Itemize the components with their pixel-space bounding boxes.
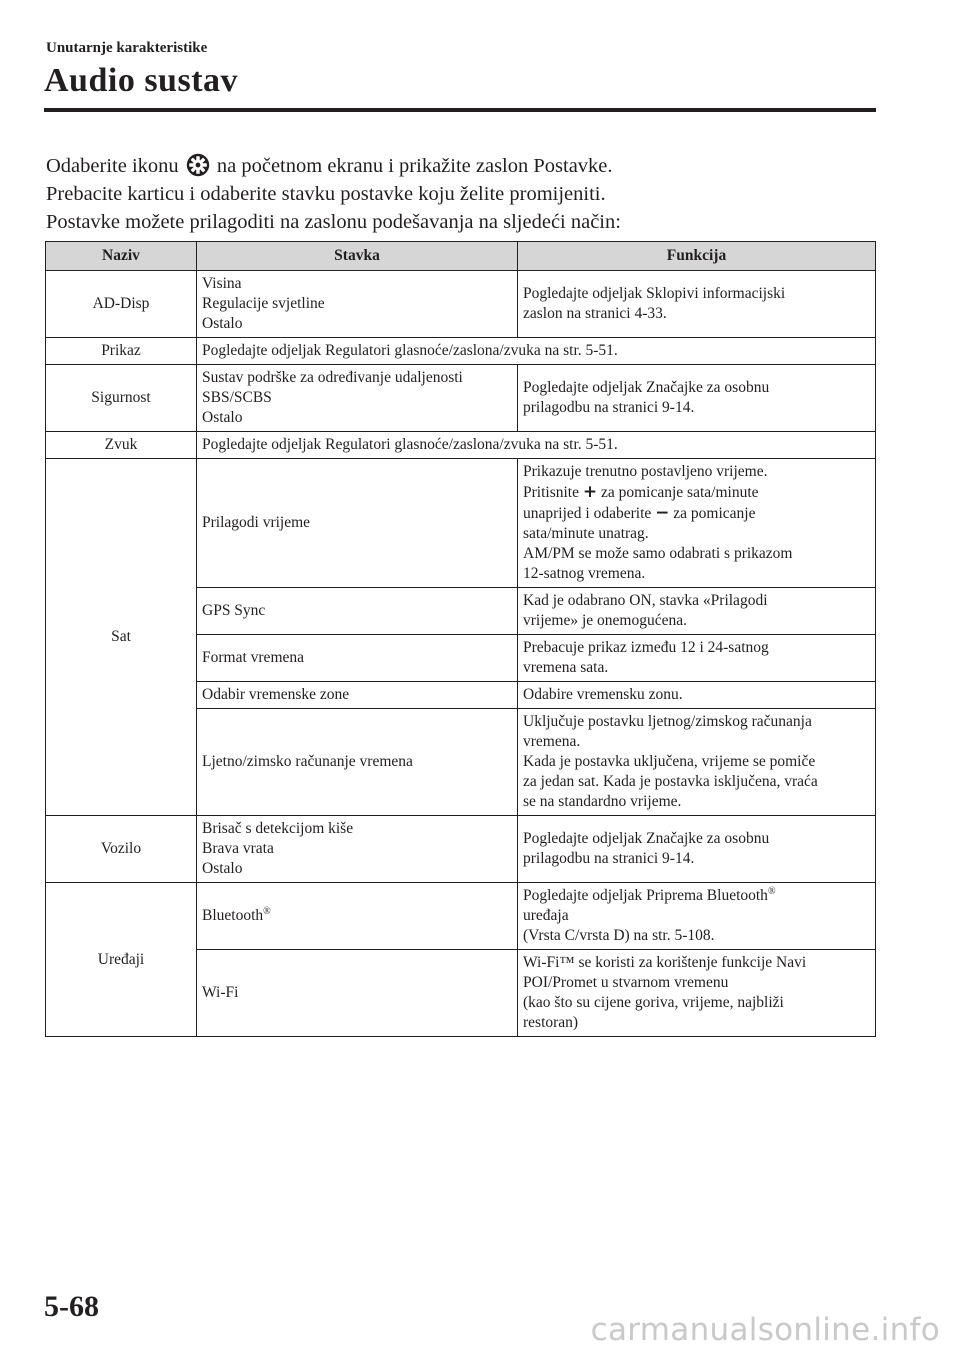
function-line: sata/minute unatrag. — [523, 525, 649, 542]
settings-table — [45, 241, 876, 1037]
row-item-wifi: Wi-Fi — [197, 950, 518, 1037]
row-function-vremenska-zona: Odabire vremensku zonu. — [518, 682, 876, 709]
function-line: Prikazuje trenutno postavljeno vrijeme. — [523, 463, 768, 480]
row-text-zvuk: Pogledajte odjeljak Regulatori glasnoće/zaslona/zvuka na str. 5-51. — [197, 432, 876, 459]
minus-icon: − — [655, 503, 670, 523]
function-line: uređaja (Vrsta C/vrsta D) na str. 5-108. — [523, 907, 715, 944]
bluetooth-label: Bluetooth — [202, 907, 264, 924]
plus-icon: + — [582, 482, 598, 502]
row-item-format-vremena: Format vremena — [197, 635, 518, 682]
function-line — [523, 482, 870, 503]
function-text: unaprijed i odaberite — [523, 505, 652, 522]
column-header-function: Funkcija — [518, 242, 876, 271]
row-name-sigurnost: Sigurnost — [46, 365, 197, 432]
row-function-wifi: Wi-Fi™ se koristi za korištenje funkcije Navi POI/Promet u stvarnom vremenu (kao što su cijene goriva, vrijeme, najbliži restoran) — [518, 950, 876, 1037]
row-name-ad-disp: AD-Disp — [46, 271, 197, 338]
row-function-vozilo: Pogledajte odjeljak Značajke za osobnu prilagodbu na stranici 9-14. — [518, 816, 876, 883]
function-line — [523, 503, 870, 524]
row-function-bluetooth — [518, 883, 876, 950]
registered-mark: ® — [263, 905, 271, 917]
function-line — [523, 886, 870, 906]
row-name-sat: Sat — [46, 459, 197, 816]
intro-line-1 — [46, 152, 876, 180]
row-item-gps-sync: GPS Sync — [197, 588, 518, 635]
row-item-bluetooth — [197, 883, 518, 950]
row-item-ljetno-zimsko: Ljetno/zimsko računanje vremena — [197, 709, 518, 816]
row-function-gps-sync: Kad je odabrano ON, stavka «Prilagodi vrijeme» je onemogućena. — [518, 588, 876, 635]
row-function-ljetno-zimsko: Uključuje postavku ljetnog/zimskog računanja vremena. Kada je postavka uključena, vrijeme se pomiče za jedan sat. Kada je postavka isključena, vraća se na standardno vrijeme. — [518, 709, 876, 816]
table-row — [46, 432, 876, 459]
row-name-vozilo: Vozilo — [46, 816, 197, 883]
row-name-prikaz: Prikaz — [46, 338, 197, 365]
row-function-prilagodi-vrijeme — [518, 459, 876, 588]
page-number: 5-68 — [44, 1290, 99, 1323]
table-row — [46, 816, 876, 883]
function-text: Pritisnite — [523, 484, 579, 501]
row-function-format-vremena: Prebacuje prikaz između 12 i 24-satnog vremena sata. — [518, 635, 876, 682]
page-title: Audio sustav — [44, 62, 239, 99]
row-item-vremenska-zona: Odabir vremenske zone — [197, 682, 518, 709]
section-label: Unutarnje karakteristike — [46, 40, 208, 56]
column-header-item: Stavka — [197, 242, 518, 271]
table-header-row — [46, 242, 876, 271]
watermark: carmanualsonline.info — [590, 1312, 940, 1348]
row-function-ad-disp: Pogledajte odjeljak Sklopivi informacijski zaslon na stranici 4-33. — [518, 271, 876, 338]
row-name-uredaji: Uređaji — [46, 883, 197, 1037]
settings-gear-icon — [186, 153, 210, 177]
column-header-name: Naziv — [46, 242, 197, 271]
row-item-vozilo: Brisač s detekcijom kiše Brava vrata Ostalo — [197, 816, 518, 883]
function-text: Pogledajte odjeljak Priprema Bluetooth — [523, 887, 768, 904]
function-line: AM/PM se može samo odabrati s prikazom — [523, 545, 793, 562]
row-function-sigurnost: Pogledajte odjeljak Značajke za osobnu prilagodbu na stranici 9-14. — [518, 365, 876, 432]
table-row — [46, 365, 876, 432]
table-row — [46, 459, 876, 588]
row-item-sigurnost: Sustav podrške za određivanje udaljenosti SBS/SCBS Ostalo — [197, 365, 518, 432]
row-item-ad-disp: Visina Regulacije svjetline Ostalo — [197, 271, 518, 338]
title-divider — [44, 108, 876, 112]
intro-text — [46, 152, 876, 236]
table-row — [46, 271, 876, 338]
function-line: 12-satnog vremena. — [523, 565, 646, 582]
function-text: za pomicanje sata/minute — [600, 484, 759, 501]
intro-line-1-end: na početnom ekranu i prikažite zaslon Postavke. — [216, 155, 613, 177]
function-text: za pomicanje — [673, 505, 756, 522]
table-row — [46, 338, 876, 365]
intro-line-2: Prebacite karticu i odaberite stavku postavke koju želite promijeniti. — [46, 183, 606, 205]
intro-line-1-start: Odaberite ikonu — [46, 155, 179, 177]
row-text-prikaz: Pogledajte odjeljak Regulatori glasnoće/zaslona/zvuka na str. 5-51. — [197, 338, 876, 365]
row-item-prilagodi-vrijeme: Prilagodi vrijeme — [197, 459, 518, 588]
registered-mark: ® — [767, 885, 776, 897]
table-row — [46, 883, 876, 950]
intro-line-3: Postavke možete prilagoditi na zaslonu podešavanja na sljedeći način: — [46, 211, 621, 233]
row-name-zvuk: Zvuk — [46, 432, 197, 459]
